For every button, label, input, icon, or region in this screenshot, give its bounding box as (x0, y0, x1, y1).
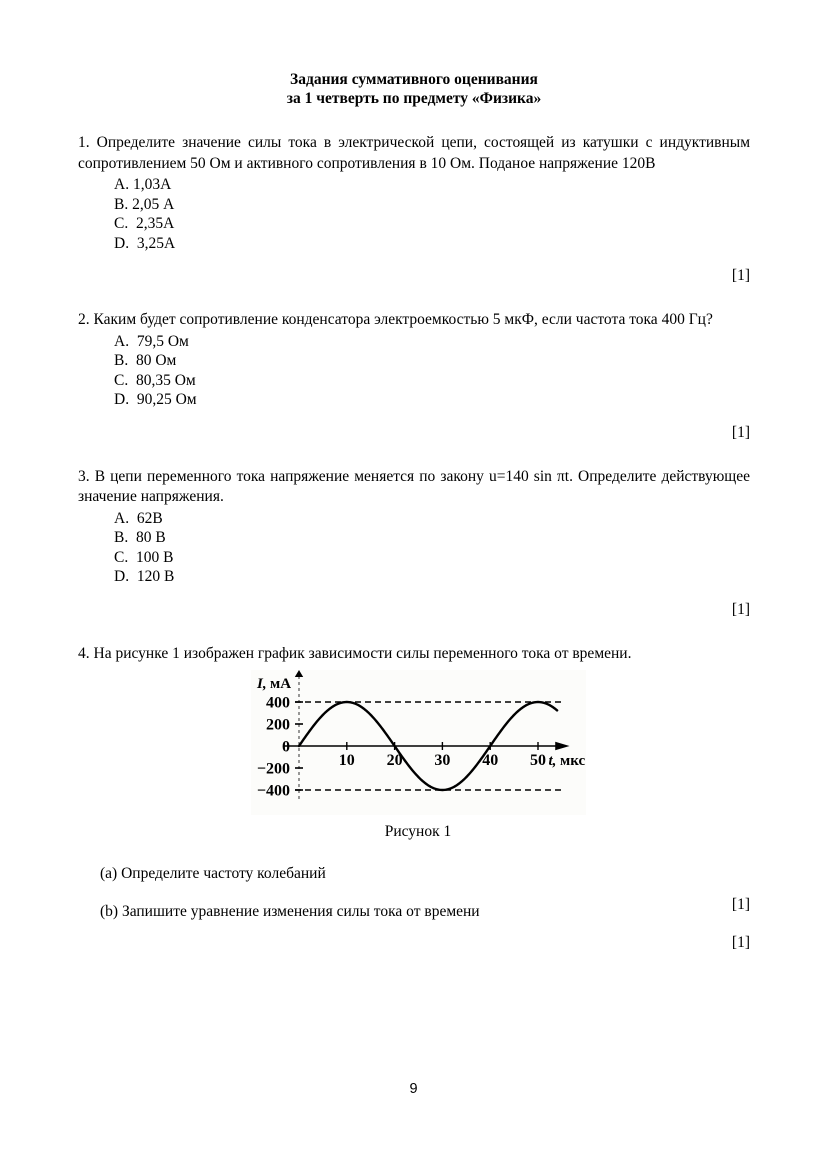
x-tick-label: 10 (338, 752, 355, 769)
subquestion-a-marks: [1] (731, 896, 750, 913)
option-b[interactable]: B. 2,05 А (114, 195, 175, 213)
x-tick-label: 40 (481, 752, 498, 769)
subquestion-b: (b) Запишите уравнение изменения силы тока от времени (100, 903, 480, 920)
question-1-marks: [1] (731, 267, 750, 284)
option-a[interactable]: A. 1,03А (114, 176, 172, 193)
option-c[interactable]: C. 100 В (114, 548, 174, 566)
question-1-options (78, 175, 750, 253)
y-tick-label: −400 (256, 782, 290, 800)
title-line-2: за 1 четверть по предмету «Физика» (286, 90, 542, 107)
page-title (78, 70, 750, 108)
x-axis-unit: мкс (559, 753, 585, 769)
question-2-text: 2. Каким будет сопротивление конденсатора электроемкостью 5 мкФ, если частота тока 400 Гц? (78, 311, 713, 328)
question-1 (78, 133, 750, 285)
question-4-text: 4. На рисунке 1 изображен график зависимости силы переменного тока от времени. (78, 644, 632, 662)
question-4 (78, 644, 750, 953)
question-2-marks: [1] (731, 423, 750, 441)
chart-svg (251, 670, 586, 815)
document-content (78, 70, 750, 952)
question-2-options (78, 332, 750, 410)
question-3-text: 3. В цепи переменного тока напряжение меняется по закону u=140 sin πt. Определите действующее значение напряжения. (78, 467, 750, 505)
question-3-options (78, 509, 750, 587)
subquestion-b-marks: [1] (731, 934, 750, 951)
subquestion-a: (a) Определите частоту колебаний (100, 865, 326, 882)
title-line-1: Задания суммативного оценивания (290, 71, 538, 88)
question-1-text: 1. Определите значение силы тока в электрической цепи, состоящей из катушки с индуктивным сопротивлением 50 Ом и активного сопротивления в 10 Ом. Поданое напряжение 120В (78, 134, 750, 172)
y-tick-label: 0 (281, 738, 290, 756)
x-axis-label: t, (548, 753, 556, 769)
option-d[interactable]: D. 90,25 Ом (114, 391, 197, 408)
x-tick-label: 50 (529, 752, 546, 769)
option-a[interactable]: A. 79,5 Ом (114, 332, 189, 350)
page-number: 9 (409, 1081, 418, 1097)
figure-caption: Рисунок 1 (384, 823, 452, 840)
question-2 (78, 310, 750, 442)
current-vs-time-chart (251, 670, 586, 815)
y-axis-arrow (294, 670, 302, 677)
option-d[interactable]: D. 120 В (114, 568, 175, 585)
option-c[interactable]: C. 80,35 Ом (114, 371, 196, 389)
x-tick-label: 30 (433, 752, 450, 769)
option-b[interactable]: B. 80 В (114, 529, 166, 546)
option-a[interactable]: A. 62В (114, 509, 163, 527)
option-d[interactable]: D. 3,25А (114, 234, 176, 252)
x-axis-arrow (555, 742, 569, 750)
y-axis-label: I, (256, 676, 267, 692)
question-3-marks: [1] (731, 600, 750, 618)
y-tick-label: 200 (265, 716, 290, 734)
y-tick-label: 400 (265, 694, 290, 712)
y-axis-unit: мА (269, 676, 291, 692)
question-3 (78, 467, 750, 619)
option-c[interactable]: C. 2,35А (114, 215, 175, 232)
option-b[interactable]: B. 80 Ом (114, 352, 177, 369)
x-tick-label: 20 (386, 752, 403, 769)
y-tick-label: −200 (256, 760, 290, 778)
figure-wrapper (78, 670, 750, 820)
